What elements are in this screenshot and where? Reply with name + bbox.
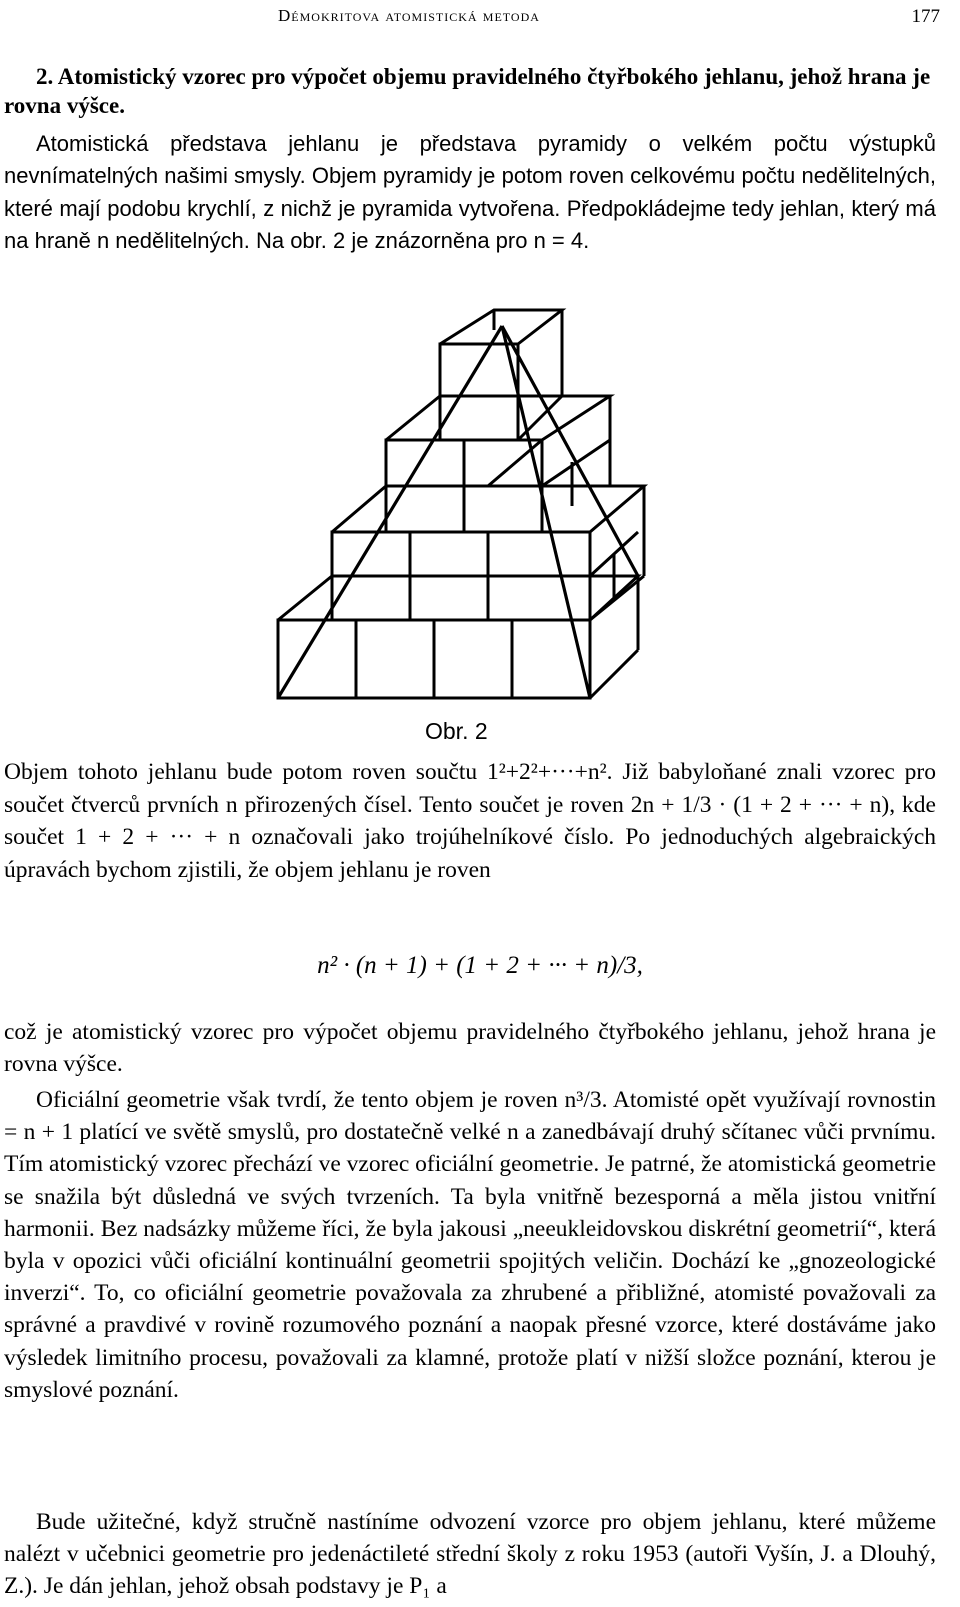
pyramid-figure <box>272 300 704 720</box>
running-header <box>0 6 960 36</box>
running-title: Démokritova atomistická metoda <box>278 6 540 25</box>
figure-caption: Obr. 2 <box>425 718 488 744</box>
body-paragraph-3: Oficiální geometrie však tvrdí, že tento objem je roven n³/3. Atomisté opět využívají rovnostin = n + 1 platící ve světě smyslů, pro dostatečně velké n a zanedbávají druhý sčítanec vůči prvnímu. Tím atomistický vzorec přechází ve vzorec oficiální geometrie. Je patrné, že atomistická geometrie se snažila být důsledná ve svých tvrzeních. Ta byla vnitřně bezesporná a měla jistou vnitřní harmonii. Bez nadsázky můžeme říci, že byla jakousi „neeukleidovskou diskrétní geometrií“, která byla v opozici vůči oficiální kontinuální geometrii spojitých veličin. Dochází ke „gnozeologické inverzi“. To, co oficiální geometrie považovala za zhrubené a přibližné, atomisté považovali za správné a pravdivé v rovině rozumového poznání a naopak přesné vzorce, které dostáváme jako výsledek limitního procesu, považovali za klamné, protože platí v nižší složce poznání, kterou je smyslové poznání. <box>4 1087 936 1403</box>
section-heading: 2. Atomistický vzorec pro výpočet objemu pravidelného čtyřbokého jehlanu, jehož hrana je rovna výšce. <box>4 64 931 118</box>
intro-paragraph: Atomistická představa jehlanu je představa pyramidy o velkém počtu výstupků nevnímatelných našimi smysly. Objem pyramidy je potom roven celkovému počtu nedělitelných, které mají podobu krychlí, z nichž je pyramida vytvořena. Předpokládejme tedy jehlan, který má na hraně n nedělitelných. Na obr. 2 je znázorněna pro n = 4. <box>4 131 936 254</box>
volume-formula: n² · (n + 1) + (1 + 2 + ··· + n)/3, <box>317 952 643 979</box>
body-paragraph-1: Objem tohoto jehlanu bude potom roven součtu 1²+2²+···+n². Již babyloňané znali vzorec pro součet čtverců prvních n přirozených čísel. Tento součet je roven 2n + 1/3 · (1 + 2 + ··· + n), kde součet 1 + 2 + ··· + n označovali jako trojúhelníkové číslo. Po jednoduchých algebraických úpravách bychom zjistili, že objem jehlanu je roven <box>4 759 936 883</box>
layer-2 <box>332 486 644 620</box>
pyramid-edges <box>278 326 638 698</box>
body-paragraph-2: což je atomistický vzorec pro výpočet objemu pravidelného čtyřbokého jehlanu, jehož hrana je rovna výšce. <box>4 1019 936 1078</box>
body-paragraph-4: Bude užitečné, když stručně nastíníme odvození vzorce pro objem jehlanu, které můžeme nalézt v učebnici geometrie pro jedenáctileté střední školy z roku 1953 (autoři Vyšín, J. a Dlouhý, Z.). Je dán jehlan, jehož obsah podstavy je P₁ a <box>4 1509 936 1600</box>
page-number: 177 <box>911 6 940 27</box>
